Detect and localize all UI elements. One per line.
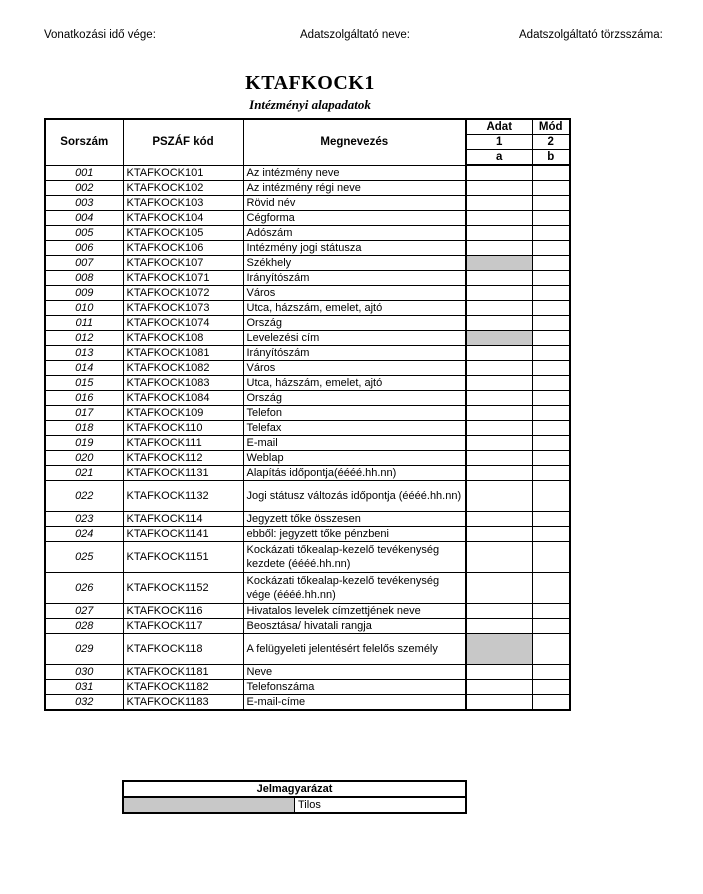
row-number: 030	[45, 665, 123, 680]
table-row	[45, 301, 570, 316]
row-adat-cell[interactable]	[466, 211, 532, 226]
row-code: KTAFKOCK101	[123, 165, 243, 181]
table-row	[45, 331, 570, 346]
row-code: KTAFKOCK109	[123, 406, 243, 421]
row-adat-cell[interactable]	[466, 481, 532, 512]
row-code: KTAFKOCK1152	[123, 573, 243, 604]
row-number: 022	[45, 481, 123, 512]
row-name: Utca, házszám, emelet, ajtó	[243, 376, 466, 391]
data-table	[44, 118, 571, 711]
row-adat-cell[interactable]	[466, 512, 532, 527]
table-row	[45, 406, 570, 421]
table-row	[45, 604, 570, 619]
row-name: Weblap	[243, 451, 466, 466]
table-row	[45, 241, 570, 256]
row-adat-cell[interactable]	[466, 391, 532, 406]
row-adat-cell[interactable]	[466, 241, 532, 256]
row-adat-cell[interactable]	[466, 680, 532, 695]
row-number: 021	[45, 466, 123, 481]
row-mod-cell[interactable]	[532, 604, 570, 619]
table-row	[45, 196, 570, 211]
row-adat-cell[interactable]	[466, 451, 532, 466]
row-adat-cell[interactable]	[466, 421, 532, 436]
row-adat-cell[interactable]	[466, 376, 532, 391]
row-number: 011	[45, 316, 123, 331]
row-code: KTAFKOCK1072	[123, 286, 243, 301]
row-name: Cégforma	[243, 211, 466, 226]
row-number: 010	[45, 301, 123, 316]
table-row	[45, 481, 570, 512]
row-code: KTAFKOCK1084	[123, 391, 243, 406]
header-labels	[0, 29, 703, 45]
row-number: 015	[45, 376, 123, 391]
row-mod-cell[interactable]	[532, 695, 570, 711]
row-adat-cell[interactable]	[466, 604, 532, 619]
row-adat-cell[interactable]	[466, 619, 532, 634]
row-code: KTAFKOCK1073	[123, 301, 243, 316]
row-mod-cell[interactable]	[532, 331, 570, 346]
row-adat-cell[interactable]	[466, 361, 532, 376]
col-header-mod-num: 2	[532, 135, 570, 150]
table-row	[45, 256, 570, 271]
row-code: KTAFKOCK116	[123, 604, 243, 619]
row-code: KTAFKOCK1131	[123, 466, 243, 481]
row-name: Hivatalos levelek címzettjének neve	[243, 604, 466, 619]
row-name: Irányítószám	[243, 271, 466, 286]
row-code: KTAFKOCK106	[123, 241, 243, 256]
row-adat-cell[interactable]	[466, 542, 532, 573]
row-code: KTAFKOCK102	[123, 181, 243, 196]
col-header-adat: Adat	[466, 119, 532, 135]
table-row	[45, 680, 570, 695]
row-number: 025	[45, 542, 123, 573]
row-code: KTAFKOCK104	[123, 211, 243, 226]
col-header-megnevezes: Megnevezés	[243, 119, 466, 165]
row-name: Telefonszáma	[243, 680, 466, 695]
row-name: Kockázati tőkealap-kezelő tevékenység kezdete (éééé.hh.nn)	[243, 542, 466, 573]
row-number: 004	[45, 211, 123, 226]
row-mod-cell[interactable]	[532, 181, 570, 196]
row-adat-cell[interactable]	[466, 165, 532, 181]
table-row	[45, 165, 570, 181]
row-adat-cell[interactable]	[466, 436, 532, 451]
row-number: 026	[45, 573, 123, 604]
row-code: KTAFKOCK1074	[123, 316, 243, 331]
row-adat-cell[interactable]	[466, 301, 532, 316]
row-number: 008	[45, 271, 123, 286]
row-code: KTAFKOCK112	[123, 451, 243, 466]
provider-reg-no-label: Adatszolgáltató törzsszáma:	[519, 29, 663, 41]
table-row	[45, 286, 570, 301]
col-header-mod: Mód	[532, 119, 570, 135]
row-code: KTAFKOCK1082	[123, 361, 243, 376]
table-row	[45, 391, 570, 406]
row-adat-cell[interactable]	[466, 665, 532, 680]
row-code: KTAFKOCK1183	[123, 695, 243, 711]
row-code: KTAFKOCK1141	[123, 527, 243, 542]
row-number: 007	[45, 256, 123, 271]
row-name: A felügyeleti jelentésért felelős személy	[243, 634, 466, 665]
row-name: Telefax	[243, 421, 466, 436]
table-row	[45, 451, 570, 466]
row-name: Adószám	[243, 226, 466, 241]
row-number: 019	[45, 436, 123, 451]
legend-grey-label: Tilos	[295, 797, 467, 813]
row-name: Levelezési cím	[243, 331, 466, 346]
row-name: Neve	[243, 665, 466, 680]
row-code: KTAFKOCK1181	[123, 665, 243, 680]
table-row	[45, 421, 570, 436]
table-row	[45, 573, 570, 604]
row-code: KTAFKOCK1151	[123, 542, 243, 573]
row-mod-cell[interactable]	[532, 271, 570, 286]
ref-period-end-label: Vonatkozási idő vége:	[44, 29, 156, 41]
row-mod-cell[interactable]	[532, 316, 570, 331]
row-number: 018	[45, 421, 123, 436]
row-number: 024	[45, 527, 123, 542]
row-mod-cell[interactable]	[532, 512, 570, 527]
row-mod-cell[interactable]	[532, 346, 570, 361]
row-adat-cell[interactable]	[466, 346, 532, 361]
col-header-pszaf: PSZÁF kód	[123, 119, 243, 165]
row-mod-cell[interactable]	[532, 680, 570, 695]
form-title: KTAFKOCK1	[245, 72, 375, 94]
col-header-sorszam: Sorszám	[45, 119, 123, 165]
row-code: KTAFKOCK118	[123, 634, 243, 665]
row-number: 002	[45, 181, 123, 196]
row-number: 005	[45, 226, 123, 241]
row-mod-cell[interactable]	[532, 376, 570, 391]
row-name: Beosztása/ hivatali rangja	[243, 619, 466, 634]
provider-name-label: Adatszolgáltató neve:	[300, 29, 410, 41]
row-code: KTAFKOCK111	[123, 436, 243, 451]
table-row	[45, 271, 570, 286]
row-number: 016	[45, 391, 123, 406]
table-row	[45, 634, 570, 665]
row-code: KTAFKOCK1182	[123, 680, 243, 695]
row-mod-cell[interactable]	[532, 196, 570, 211]
row-name: Intézmény jogi státusza	[243, 241, 466, 256]
table-row	[45, 527, 570, 542]
legend-title: Jelmagyarázat	[123, 781, 466, 797]
table-row	[45, 542, 570, 573]
table-row	[45, 226, 570, 241]
row-mod-cell[interactable]	[532, 211, 570, 226]
row-mod-cell[interactable]	[532, 573, 570, 604]
table-row	[45, 376, 570, 391]
row-code: KTAFKOCK1071	[123, 271, 243, 286]
table-row	[45, 361, 570, 376]
row-number: 009	[45, 286, 123, 301]
table-row	[45, 512, 570, 527]
row-mod-cell[interactable]	[532, 361, 570, 376]
row-adat-cell[interactable]	[466, 271, 532, 286]
row-adat-cell	[466, 256, 532, 271]
row-name: Rövid név	[243, 196, 466, 211]
col-header-adat-letter: a	[466, 150, 532, 166]
row-name: Ország	[243, 391, 466, 406]
legend-table	[122, 780, 467, 814]
row-mod-cell[interactable]	[532, 665, 570, 680]
row-code: KTAFKOCK1083	[123, 376, 243, 391]
row-number: 029	[45, 634, 123, 665]
row-mod-cell[interactable]	[532, 466, 570, 481]
row-adat-cell	[466, 634, 532, 665]
row-name: ebből: jegyzett tőke pénzbeni	[243, 527, 466, 542]
row-code: KTAFKOCK108	[123, 331, 243, 346]
row-adat-cell[interactable]	[466, 573, 532, 604]
row-code: KTAFKOCK103	[123, 196, 243, 211]
row-mod-cell[interactable]	[532, 241, 570, 256]
row-number: 014	[45, 361, 123, 376]
row-mod-cell[interactable]	[532, 527, 570, 542]
row-number: 001	[45, 165, 123, 181]
row-name: Jegyzett tőke összesen	[243, 512, 466, 527]
row-mod-cell[interactable]	[532, 634, 570, 665]
row-mod-cell[interactable]	[532, 301, 570, 316]
row-mod-cell[interactable]	[532, 436, 570, 451]
row-number: 020	[45, 451, 123, 466]
row-mod-cell[interactable]	[532, 391, 570, 406]
row-mod-cell[interactable]	[532, 256, 570, 271]
col-header-mod-letter: b	[532, 150, 570, 166]
row-number: 013	[45, 346, 123, 361]
table-row	[45, 665, 570, 680]
row-number: 017	[45, 406, 123, 421]
row-number: 012	[45, 331, 123, 346]
row-name: Jogi státusz változás időpontja (éééé.hh.nn)	[243, 481, 466, 512]
legend-grey-swatch	[123, 797, 295, 813]
row-code: KTAFKOCK110	[123, 421, 243, 436]
table-row	[45, 346, 570, 361]
row-name: Utca, házszám, emelet, ajtó	[243, 301, 466, 316]
row-mod-cell[interactable]	[532, 286, 570, 301]
row-adat-cell[interactable]	[466, 406, 532, 421]
row-adat-cell[interactable]	[466, 226, 532, 241]
table-row	[45, 211, 570, 226]
row-adat-cell[interactable]	[466, 466, 532, 481]
row-adat-cell[interactable]	[466, 527, 532, 542]
row-mod-cell[interactable]	[532, 165, 570, 181]
table-row	[45, 181, 570, 196]
row-name: Város	[243, 286, 466, 301]
row-name: Kockázati tőkealap-kezelő tevékenység vége (éééé.hh.nn)	[243, 573, 466, 604]
row-number: 027	[45, 604, 123, 619]
table-row	[45, 436, 570, 451]
col-header-adat-num: 1	[466, 135, 532, 150]
row-name: E-mail	[243, 436, 466, 451]
row-name: Az intézmény neve	[243, 165, 466, 181]
row-name: Ország	[243, 316, 466, 331]
row-code: KTAFKOCK117	[123, 619, 243, 634]
row-adat-cell[interactable]	[466, 316, 532, 331]
row-name: Az intézmény régi neve	[243, 181, 466, 196]
row-code: KTAFKOCK107	[123, 256, 243, 271]
row-code: KTAFKOCK114	[123, 512, 243, 527]
table-row	[45, 466, 570, 481]
row-number: 032	[45, 695, 123, 711]
row-mod-cell[interactable]	[532, 542, 570, 573]
table-row	[45, 316, 570, 331]
row-mod-cell[interactable]	[532, 226, 570, 241]
row-code: KTAFKOCK1132	[123, 481, 243, 512]
row-name: Alapítás időpontja(éééé.hh.nn)	[243, 466, 466, 481]
row-name: Város	[243, 361, 466, 376]
row-adat-cell[interactable]	[466, 695, 532, 711]
row-mod-cell[interactable]	[532, 619, 570, 634]
row-code: KTAFKOCK1081	[123, 346, 243, 361]
row-number: 031	[45, 680, 123, 695]
table-row	[45, 695, 570, 711]
row-number: 023	[45, 512, 123, 527]
row-name: Székhely	[243, 256, 466, 271]
row-adat-cell[interactable]	[466, 181, 532, 196]
row-mod-cell[interactable]	[532, 481, 570, 512]
row-mod-cell[interactable]	[532, 406, 570, 421]
row-adat-cell	[466, 331, 532, 346]
table-body	[45, 165, 570, 710]
row-mod-cell[interactable]	[532, 421, 570, 436]
row-number: 006	[45, 241, 123, 256]
row-adat-cell[interactable]	[466, 196, 532, 211]
row-code: KTAFKOCK105	[123, 226, 243, 241]
form-subtitle: Intézményi alapadatok	[249, 97, 371, 112]
row-name: E-mail-címe	[243, 695, 466, 711]
row-adat-cell[interactable]	[466, 286, 532, 301]
row-mod-cell[interactable]	[532, 451, 570, 466]
table-row	[45, 619, 570, 634]
row-name: Irányítószám	[243, 346, 466, 361]
row-number: 003	[45, 196, 123, 211]
row-number: 028	[45, 619, 123, 634]
row-name: Telefon	[243, 406, 466, 421]
